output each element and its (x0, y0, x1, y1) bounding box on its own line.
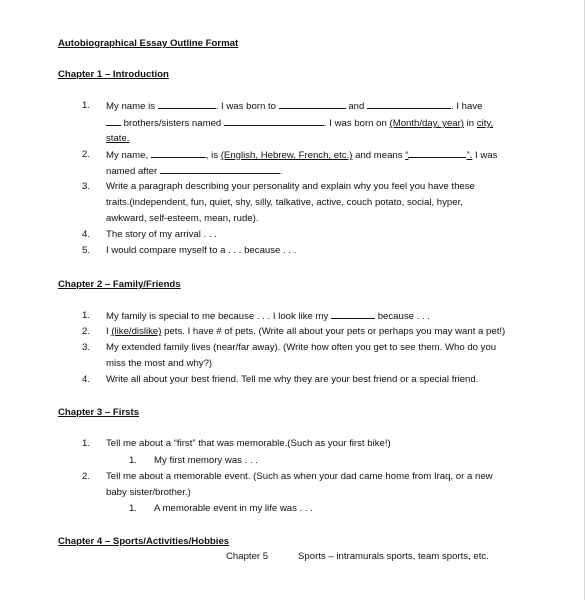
chapter-1-heading: Chapter 1 – Introduction (58, 69, 169, 80)
ch1-item2-line1 (106, 149, 497, 161)
ch3-item2-line2: baby sister/brother.) (106, 487, 191, 498)
ch1-item1-text-b: . I was born to (215, 101, 276, 112)
ch1-item2-number: 2. (82, 149, 91, 160)
ch1-item2-open-quote: “ (405, 150, 409, 161)
ch2-item1-line1 (106, 310, 430, 322)
ch2-item1-number: 1. (82, 310, 91, 321)
ch1-item1-text-a: My name is (106, 101, 156, 112)
document-title: Autobiographical Essay Outline Format (58, 38, 239, 49)
ch1-item1-text-f: . I was born on (323, 118, 387, 129)
ch1-item2-text-h: named after (106, 166, 158, 177)
ch1-item2-close-quote: ”. (466, 150, 473, 161)
ch3-item2-subnumber: 1. (129, 503, 138, 514)
ch1-item4-line1: The story of my arrival . . . (106, 229, 217, 240)
look-like-blank (331, 310, 375, 319)
ch1-item1-number: 1. (82, 100, 91, 111)
ch3-item1-subnumber: 1. (129, 455, 138, 466)
ch2-item3-number: 3. (82, 342, 91, 353)
chapter-2-heading: Chapter 2 – Family/Friends (58, 279, 181, 290)
ch2-item2-number: 2. (82, 326, 91, 337)
ch1-item1-line2 (106, 117, 493, 129)
ch3-item1-number: 1. (82, 438, 91, 449)
ch1-item2-text-g: I was (475, 150, 498, 161)
named-after-blank (160, 165, 280, 174)
ch1-item1-state: state. (106, 133, 130, 144)
ch3-item2-line1: Tell me about a memorable event. (Such as when your dad came home from Iraq, or a new (106, 471, 493, 482)
ch1-item5-number: 5. (82, 245, 91, 256)
ch2-item4-number: 4. (82, 374, 91, 385)
ch1-item1-text-g: in (466, 118, 475, 129)
siblings-names-blank (224, 117, 324, 126)
name2-blank (151, 149, 206, 158)
chapter-4-heading: Chapter 4 – Sports/Activities/Hobbies (58, 536, 230, 547)
siblings-count-blank (106, 117, 121, 126)
ch1-item3-line2: traits.(independent, fun, quiet, shy, silly, talkative, active, couch potato, social, hyper, (106, 197, 463, 208)
ch1-item3-line3: awkward, self-esteem, mean, rude). (106, 213, 259, 224)
ch1-item2-text-b: , is (205, 150, 219, 161)
ch2-item1-text-a: My family is special to me because . . . I look like my (106, 311, 329, 322)
ch3-item1-line1: Tell me about a “first” that was memorable.(Such as your first bike!) (106, 438, 391, 449)
ch1-item1-line3 (106, 133, 129, 144)
ch1-item1-city: city, (476, 118, 494, 129)
ch2-item1-text-b: because . . . (377, 311, 430, 322)
ch2-item2-text-c: pets. I have # of pets. (Write all about your pets or perhaps you may want a pet!) (164, 326, 506, 337)
ch1-item5-line1: I would compare myself to a . . . because . . . (106, 245, 297, 256)
ch3-item2-number: 2. (82, 471, 91, 482)
ch1-item2-text-a: My name, (106, 150, 149, 161)
ch1-item1-line1 (106, 100, 482, 112)
ch1-item3-line1: Write a paragraph describing your personality and explain why you feel you have these (106, 181, 475, 192)
ch1-item1-text-e: brothers/sisters named (123, 118, 222, 129)
ch1-item2-languages: (English, Hebrew, French, etc.) (220, 150, 353, 161)
ch3-item2-subtext: A memorable event in my life was . . . (154, 503, 313, 514)
parent1-blank (279, 100, 346, 109)
meaning-blank (408, 149, 466, 158)
ch2-item2-like-dislike: (like/dislike) (111, 326, 162, 337)
chapter-5-text: Sports – intramurals sports, team sports, etc. (298, 551, 489, 562)
ch1-item2-line2: named after . (106, 166, 283, 177)
ch2-item3-line2: miss the most and why?) (106, 358, 213, 369)
ch1-item2-text-d: and means (355, 150, 403, 161)
ch1-item1-text-d: . I have (451, 101, 483, 112)
chapter-5-label: Chapter 5 (226, 551, 269, 562)
ch3-item1-subtext: My first memory was . . . (154, 455, 258, 466)
ch1-item1-text-c: and (348, 101, 365, 112)
ch2-item4-line1: Write all about your best friend. Tell me why they are your best friend or a special friend. (106, 374, 479, 385)
name-blank (158, 100, 216, 109)
ch2-item2-line1 (106, 326, 505, 337)
ch2-item3-line1: My extended family lives (near/far away). (Write how often you get to see them. Who do you (106, 342, 497, 353)
ch1-item4-number: 4. (82, 229, 91, 240)
ch1-item1-birthdate-format: (Month/day, year) (389, 118, 464, 129)
ch1-item3-number: 3. (82, 181, 91, 192)
ch2-item2-text-a: I (106, 326, 109, 337)
chapter-3-heading: Chapter 3 – Firsts (58, 407, 140, 418)
parent2-blank (367, 100, 451, 109)
